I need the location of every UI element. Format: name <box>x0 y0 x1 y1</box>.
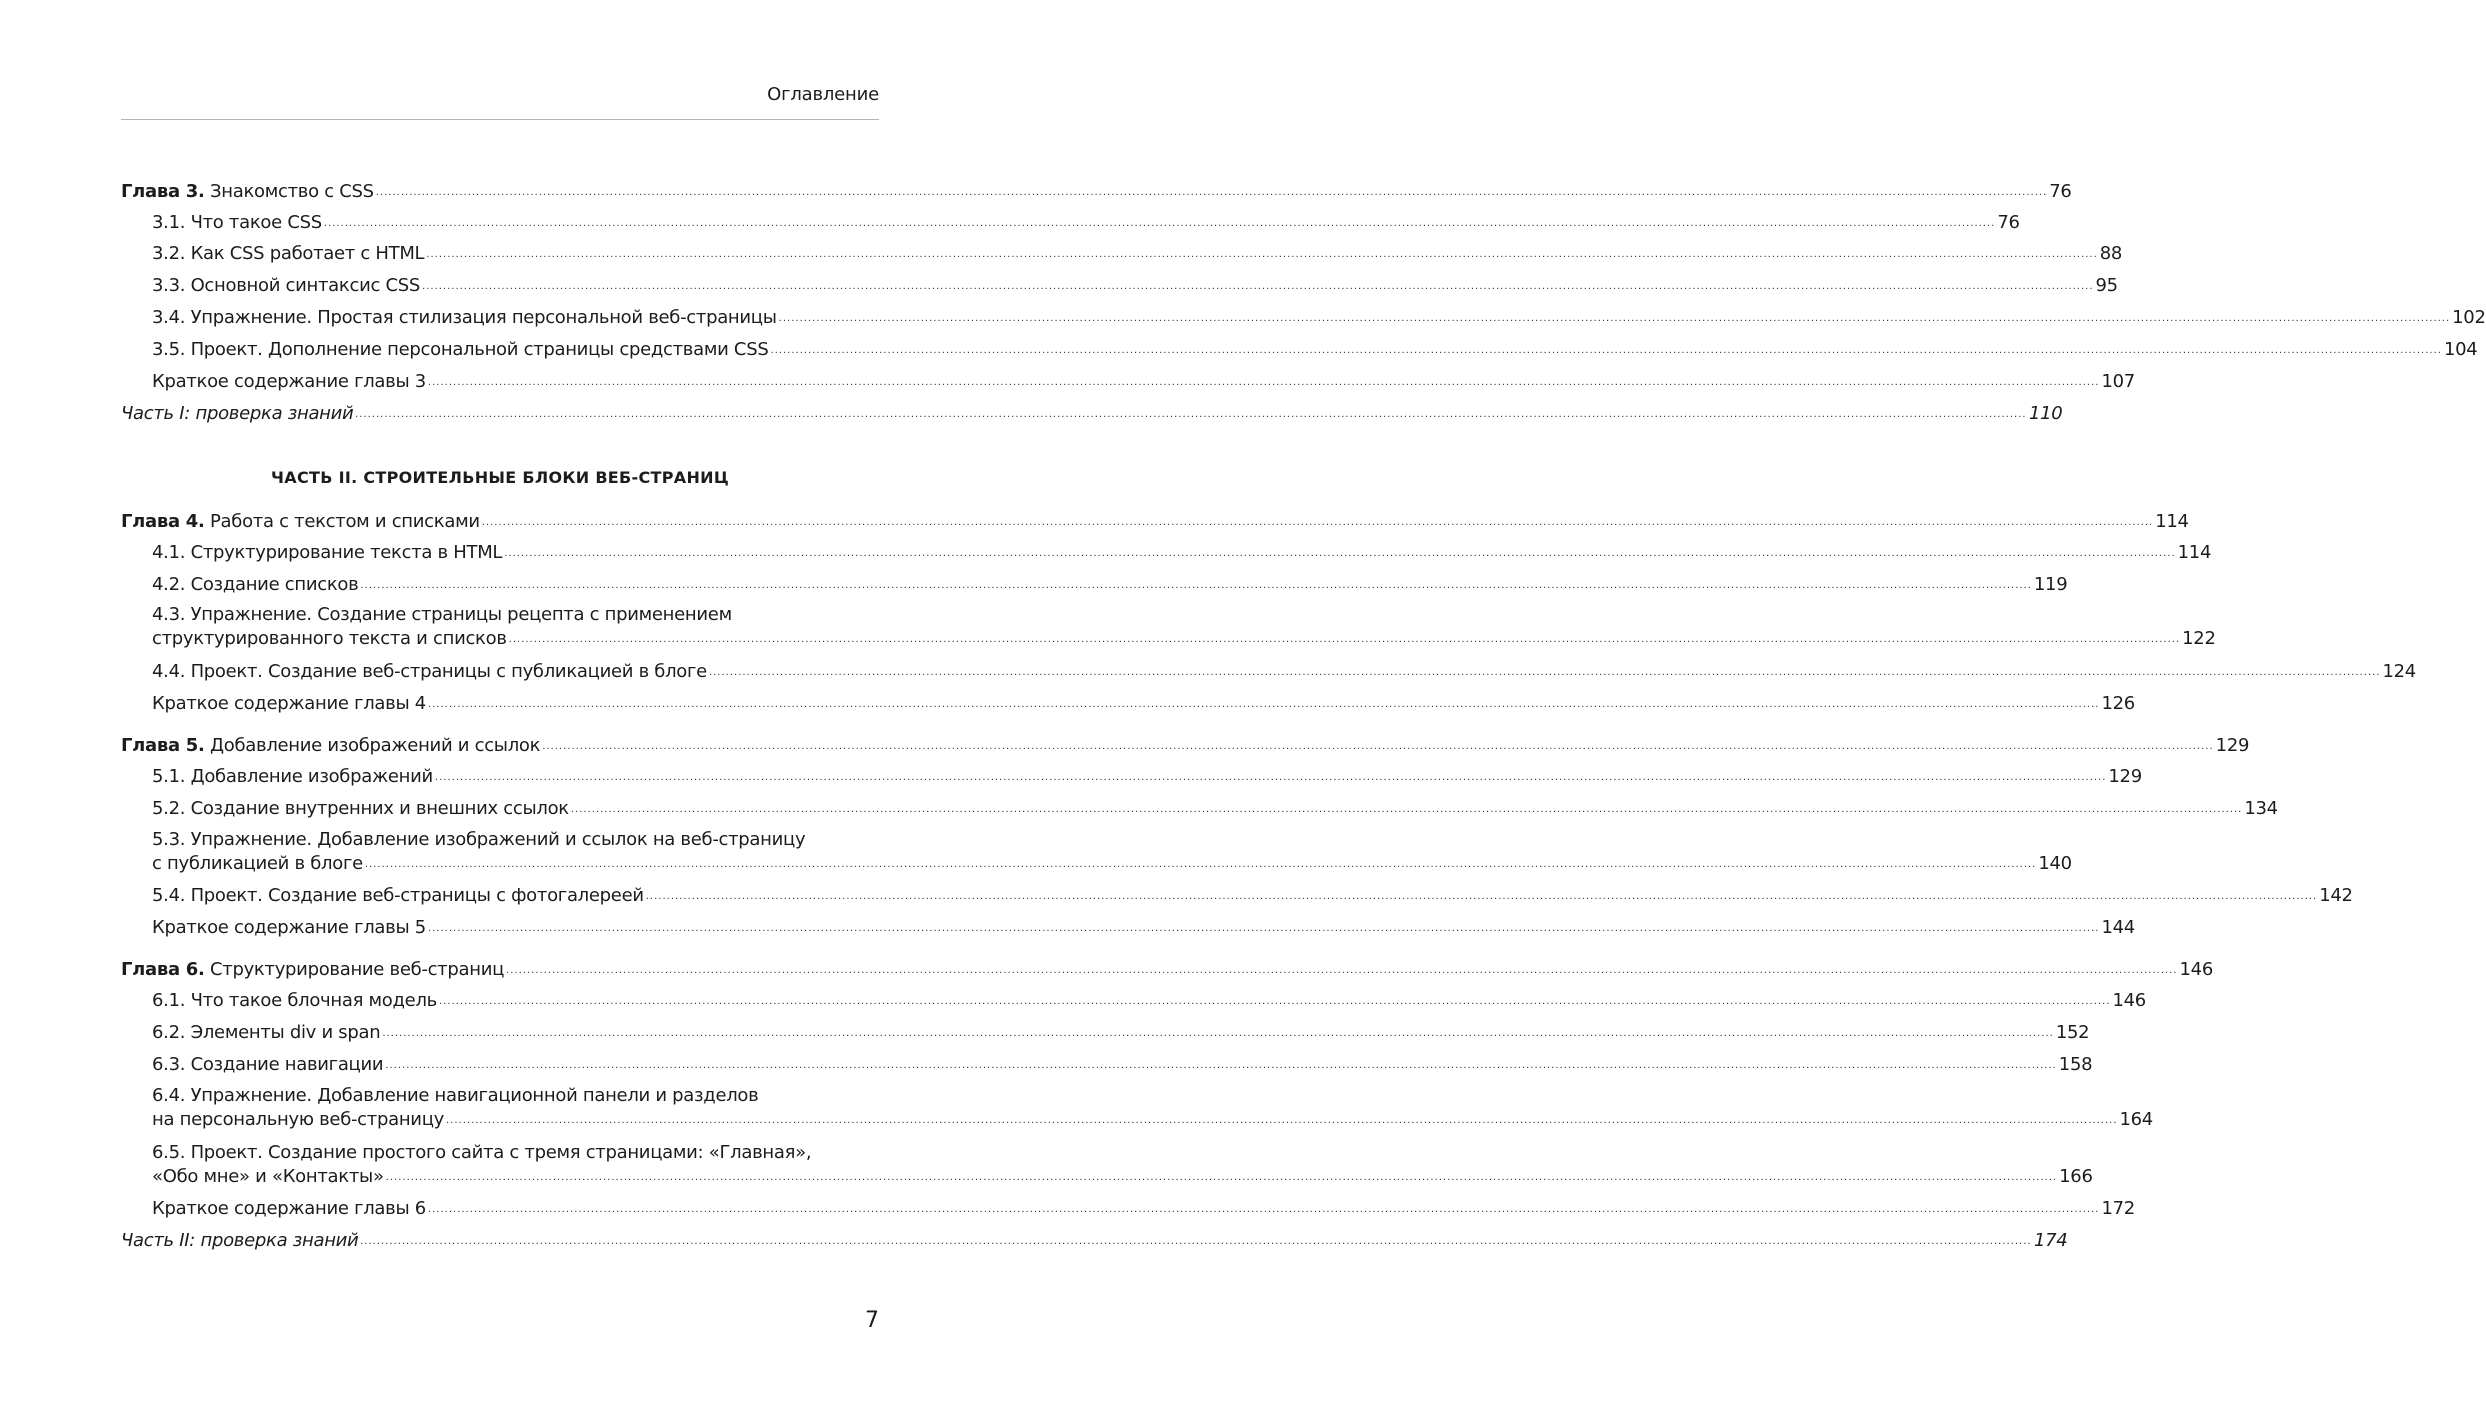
toc-page-number: 122 <box>2182 628 2216 649</box>
toc-entry-title <box>121 180 374 204</box>
toc-page-number: 166 <box>2059 1166 2093 1187</box>
toc-entry-row <box>152 573 2068 597</box>
toc-entry-title <box>121 510 480 534</box>
toc-entry-title <box>152 573 358 597</box>
toc-page-number: 126 <box>2101 693 2135 714</box>
toc-section-entry <box>152 274 2118 298</box>
toc-entry-row <box>121 958 2213 982</box>
toc-entry-title-text: Краткое содержание главы 5 <box>152 917 426 938</box>
toc-entry-title-text: 6.1. Что такое блочная модель <box>152 990 437 1011</box>
toc-entry-title-text: Знакомство с CSS <box>210 181 374 202</box>
dot-leader: ................................................................................................................................................................................................................................................................................................................................................................................................................ <box>508 634 2181 645</box>
toc-entry-row <box>152 692 2135 716</box>
toc-entry-title <box>152 541 502 565</box>
toc-entry-title-text: 6.2. Элементы div и span <box>152 1022 381 1043</box>
toc-page-number: 174 <box>2033 1230 2068 1251</box>
toc-section-entry <box>152 603 2216 651</box>
toc-entry-title <box>152 242 424 266</box>
toc-entry-title-text: Краткое содержание главы 3 <box>152 371 426 392</box>
chapter-label: Глава 3. <box>121 181 205 202</box>
toc-entry-title <box>152 692 426 716</box>
toc-page-number: 129 <box>2215 735 2250 756</box>
toc-part-check-entry <box>121 402 2063 426</box>
toc-entry-title <box>152 211 322 235</box>
toc-chapter-entry <box>121 734 2250 758</box>
toc-entry-row <box>121 1229 2068 1253</box>
toc-page-number: 107 <box>2101 371 2135 392</box>
toc-entry-row <box>152 211 2020 235</box>
toc-page-number: 129 <box>2108 766 2142 787</box>
dot-leader: ................................................................................................................................................................................................................................................................................................................................................................................................................ <box>481 517 2154 528</box>
toc-section-entry <box>152 692 2135 716</box>
dot-leader: ................................................................................................................................................................................................................................................................................................................................................................................................................ <box>708 667 2381 678</box>
toc-entry-title <box>152 338 768 362</box>
chapter-label: Глава 5. <box>121 735 205 756</box>
toc-entry-title <box>152 306 777 330</box>
toc-page-number: 76 <box>1997 212 2020 233</box>
toc-part-check-entry <box>121 1229 2068 1253</box>
toc-entry-title-text: 3.2. Как CSS работает с HTML <box>152 243 425 264</box>
toc-entry-row <box>152 916 2135 940</box>
toc-entry-title-text: 3.1. Что такое CSS <box>152 212 322 233</box>
dot-leader: ................................................................................................................................................................................................................................................................................................................................................................................................................ <box>427 699 2100 710</box>
toc-page-number: 142 <box>2319 885 2353 906</box>
toc-entry-title-text: «Обо мне» и «Контакты» <box>152 1166 384 1187</box>
toc-entry-title <box>152 1165 384 1189</box>
toc-page-number: 76 <box>2049 181 2072 202</box>
toc-entry-title <box>152 765 433 789</box>
toc-section-entry <box>152 211 2020 235</box>
toc-entry-title-text: 3.5. Проект. Дополнение персональной страницы средствами CSS <box>152 339 769 360</box>
toc-entry-row <box>121 510 2189 534</box>
toc-section-entry <box>152 916 2135 940</box>
toc-section-entry <box>152 370 2135 394</box>
page-number: 7 <box>865 1308 879 1333</box>
toc-entry-title <box>152 1053 383 1077</box>
dot-leader: ................................................................................................................................................................................................................................................................................................................................................................................................................ <box>542 741 2214 752</box>
dot-leader: ................................................................................................................................................................................................................................................................................................................................................................................................................ <box>504 548 2176 559</box>
toc-entry-title-text: 4.1. Структурирование текста в HTML <box>152 542 503 563</box>
dot-leader: ................................................................................................................................................................................................................................................................................................................................................................................................................ <box>438 996 2111 1007</box>
toc-page-number: 144 <box>2101 917 2135 938</box>
toc-entry-title-line1: 5.3. Упражнение. Добавление изображений и ссылок на веб-страницу <box>152 829 806 850</box>
toc-entry-title-text: 3.4. Упражнение. Простая стилизация персональной веб-страницы <box>152 307 777 328</box>
toc-entry-title <box>152 1197 426 1221</box>
dot-leader: ................................................................................................................................................................................................................................................................................................................................................................................................................ <box>426 249 2098 260</box>
toc-entry-row <box>152 541 2212 565</box>
toc-entry-title-text: с публикацией в блоге <box>152 853 363 874</box>
toc-page-number: 104 <box>2443 339 2478 360</box>
toc-entry-title-text: Краткое содержание главы 4 <box>152 693 426 714</box>
toc-section-entry <box>152 541 2212 565</box>
toc-entry-title-line1: 6.5. Проект. Создание простого сайта с тремя страницами: «Главная», <box>152 1142 812 1163</box>
dot-leader: ................................................................................................................................................................................................................................................................................................................................................................................................................ <box>355 409 2027 420</box>
chapter-label: Глава 6. <box>121 959 205 980</box>
toc-entry-title <box>152 989 437 1013</box>
toc-entry-title-text: Добавление изображений и ссылок <box>210 735 541 756</box>
toc-entry-row <box>121 402 2063 426</box>
toc-entry-title <box>152 627 507 651</box>
chapter-label: Глава 4. <box>121 511 205 532</box>
toc-entry-row <box>152 1165 2093 1189</box>
toc-page-number: 164 <box>2119 1109 2153 1130</box>
dot-leader: ................................................................................................................................................................................................................................................................................................................................................................................................................ <box>382 1028 2054 1039</box>
toc-entry-row <box>152 660 2416 684</box>
dot-leader: ................................................................................................................................................................................................................................................................................................................................................................................................................ <box>446 1115 2118 1126</box>
toc-entry-title-text: структурированного текста и списков <box>152 628 507 649</box>
toc-chapter-entry <box>121 958 2213 982</box>
toc-section-entry <box>152 765 2142 789</box>
toc-entry-title-text: Краткое содержание главы 6 <box>152 1198 426 1219</box>
toc-section-entry <box>152 797 2278 821</box>
toc-page-number: 114 <box>2155 511 2189 532</box>
dot-leader: ................................................................................................................................................................................................................................................................................................................................................................................................................ <box>385 1172 2058 1183</box>
toc-entry-row <box>152 797 2278 821</box>
toc-entry-title-text: Часть I: проверка знаний <box>121 403 354 424</box>
toc-entry-title-line1: 6.4. Упражнение. Добавление навигационной панели и разделов <box>152 1085 759 1106</box>
toc-page-number: 158 <box>2058 1054 2093 1075</box>
toc-entry-title <box>121 402 353 426</box>
toc-entry-title <box>121 1229 358 1253</box>
toc-page-number: 152 <box>2055 1022 2090 1043</box>
toc-entry-row <box>152 1197 2135 1221</box>
toc-entry-row <box>152 242 2123 266</box>
toc-entry-title-text: 5.2. Создание внутренних и внешних ссылок <box>152 798 569 819</box>
toc-entry-title-text: Структурирование веб-страниц <box>210 959 505 980</box>
toc-entry-title-text: 4.2. Создание списков <box>152 574 359 595</box>
toc-page-number: 88 <box>2099 243 2123 264</box>
dot-leader: ................................................................................................................................................................................................................................................................................................................................................................................................................ <box>360 580 2032 591</box>
toc-section-entry <box>152 1197 2135 1221</box>
dot-leader: ................................................................................................................................................................................................................................................................................................................................................................................................................ <box>360 1236 2032 1247</box>
toc-entry-title-text: 5.4. Проект. Создание веб-страницы с фотогалереей <box>152 885 644 906</box>
toc-entry-row <box>152 1021 2090 1045</box>
toc-page-number: 140 <box>2038 853 2072 874</box>
toc-page-number: 119 <box>2033 574 2068 595</box>
toc-entry-title <box>121 734 540 758</box>
toc-page-number: 114 <box>2177 542 2212 563</box>
toc-section-entry <box>152 1141 2093 1189</box>
toc-entry-title-text: на персональную веб-страницу <box>152 1109 444 1130</box>
toc-entry-row <box>152 765 2142 789</box>
dot-leader: ................................................................................................................................................................................................................................................................................................................................................................................................................ <box>375 187 2048 198</box>
toc-section-entry <box>152 573 2068 597</box>
toc-entry-title <box>152 274 420 298</box>
toc-entry-title <box>152 916 426 940</box>
toc-page-number: 124 <box>2382 661 2416 682</box>
dot-leader: ................................................................................................................................................................................................................................................................................................................................................................................................................ <box>570 804 2243 815</box>
toc-entry-title-text: Часть II: проверка знаний <box>121 1230 359 1251</box>
dot-leader: ................................................................................................................................................................................................................................................................................................................................................................................................................ <box>427 1204 2100 1215</box>
toc-page-number: 146 <box>2179 959 2213 980</box>
toc-page-number: 172 <box>2101 1198 2135 1219</box>
toc-entry-row <box>152 852 2072 876</box>
dot-leader: ................................................................................................................................................................................................................................................................................................................................................................................................................ <box>770 345 2442 356</box>
toc-entry-title <box>152 370 426 394</box>
toc-entry-title <box>152 852 363 876</box>
toc-entry-title <box>121 958 504 982</box>
toc-entry-row <box>152 274 2118 298</box>
toc-section-entry <box>152 242 2123 266</box>
dot-leader: ................................................................................................................................................................................................................................................................................................................................................................................................................ <box>434 772 2107 783</box>
dot-leader: ................................................................................................................................................................................................................................................................................................................................................................................................................ <box>645 891 2318 902</box>
toc-entry-title <box>152 884 644 908</box>
dot-leader: ................................................................................................................................................................................................................................................................................................................................................................................................................ <box>778 313 2451 324</box>
toc-entry-title-text: Работа с текстом и списками <box>210 511 480 532</box>
toc-page-number: 95 <box>2095 275 2118 296</box>
toc-entry-row <box>121 734 2250 758</box>
toc-entry-title <box>152 1108 444 1132</box>
toc-section-entry <box>152 660 2416 684</box>
toc-entry-title-text: 5.1. Добавление изображений <box>152 766 433 787</box>
toc-section-entry <box>152 1053 2093 1077</box>
toc-entry-title-line1: 4.3. Упражнение. Создание страницы рецепта с применением <box>152 604 732 625</box>
running-header: Оглавление <box>767 84 879 105</box>
toc-section-entry <box>152 989 2146 1013</box>
toc-section-entry <box>152 338 2478 362</box>
toc-entry-title-text: 4.4. Проект. Создание веб-страницы с публикацией в блоге <box>152 661 707 682</box>
toc-entry-title <box>152 1021 380 1045</box>
toc-entry-row <box>152 1053 2093 1077</box>
toc-entry-title <box>152 797 569 821</box>
toc-section-entry <box>152 306 2486 330</box>
toc-section-entry <box>152 1084 2153 1132</box>
toc-section-entry <box>152 828 2072 876</box>
toc-entry-row <box>152 1108 2153 1132</box>
toc-page-number: 134 <box>2244 798 2278 819</box>
dot-leader: ................................................................................................................................................................................................................................................................................................................................................................................................................ <box>427 923 2100 934</box>
dot-leader: ................................................................................................................................................................................................................................................................................................................................................................................................................ <box>427 377 2100 388</box>
toc-page-number: 146 <box>2112 990 2146 1011</box>
toc-entry-title <box>152 660 707 684</box>
dot-leader: ................................................................................................................................................................................................................................................................................................................................................................................................................ <box>422 281 2094 292</box>
toc-page-number: 110 <box>2028 403 2063 424</box>
toc-entry-row <box>152 370 2135 394</box>
toc-entry-row <box>152 989 2146 1013</box>
toc-page-number: 102 <box>2452 307 2486 328</box>
toc-entry-row <box>152 306 2486 330</box>
toc-entry-row <box>152 338 2478 362</box>
dot-leader: ................................................................................................................................................................................................................................................................................................................................................................................................................ <box>323 218 1996 229</box>
toc-entry-title-text: 6.3. Создание навигации <box>152 1054 384 1075</box>
toc-entry-title-text: 3.3. Основной синтаксис CSS <box>152 275 421 296</box>
toc-chapter-entry <box>121 510 2189 534</box>
toc-entry-row <box>152 884 2353 908</box>
toc-entry-row <box>121 180 2072 204</box>
header-rule <box>121 119 879 120</box>
toc-section-entry <box>152 884 2353 908</box>
toc-section-entry <box>152 1021 2090 1045</box>
dot-leader: ................................................................................................................................................................................................................................................................................................................................................................................................................ <box>506 965 2178 976</box>
part-heading: ЧАСТЬ II. СТРОИТЕЛЬНЫЕ БЛОКИ ВЕБ-СТРАНИЦ <box>271 468 729 487</box>
dot-leader: ................................................................................................................................................................................................................................................................................................................................................................................................................ <box>364 859 2037 870</box>
toc-chapter-entry <box>121 180 2072 204</box>
dot-leader: ................................................................................................................................................................................................................................................................................................................................................................................................................ <box>385 1060 2057 1071</box>
toc-entry-row <box>152 627 2216 651</box>
